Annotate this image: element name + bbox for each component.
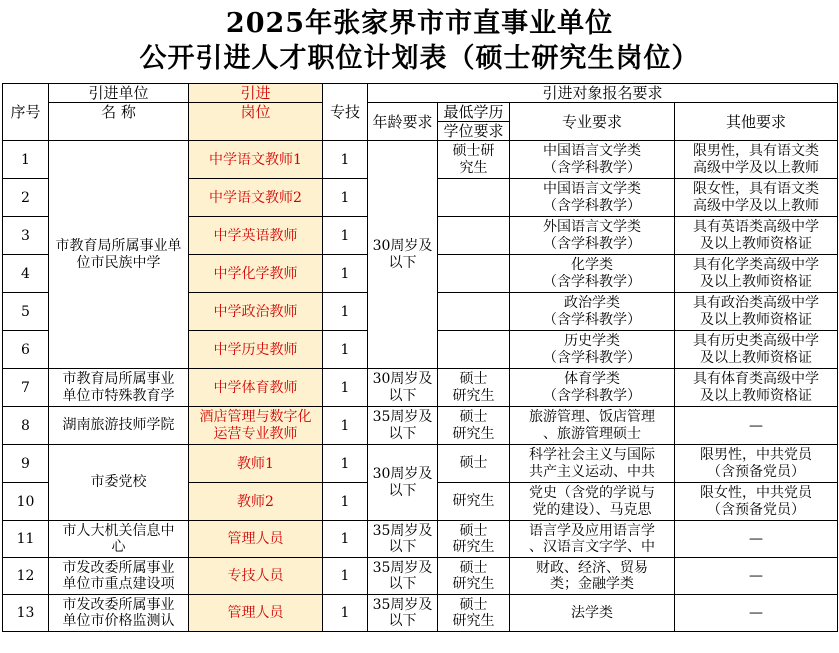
page-title-line1: 2025年张家界市市直事业单位	[225, 8, 614, 39]
row-other: —	[675, 521, 838, 558]
row-position: 教师2	[189, 483, 323, 521]
table-row	[3, 445, 838, 483]
row-major-line1: 中国语言文学类	[543, 181, 641, 197]
row-other-line1: 限男性，中共党员	[700, 447, 812, 463]
row-unit	[49, 521, 189, 558]
row-major-line1: 财政、经济、贸易	[536, 559, 648, 576]
row-unit-line2: 心	[111, 539, 126, 555]
row-other: —	[675, 558, 838, 595]
row-unit: 湖南旅游技师学院	[49, 407, 189, 445]
row-seq: 3	[3, 217, 49, 255]
row-age	[368, 595, 438, 632]
row-position-line2: 运营专业教师	[213, 425, 298, 442]
row-unit-line1: 市教育局所属事业	[62, 371, 175, 387]
row-position-line1: 酒店管理与数字化	[199, 409, 312, 425]
row-count: 1	[323, 179, 368, 217]
row-major	[510, 293, 675, 331]
page-title-line2: 公开引进人才职位计划表（硕士研究生岗位）	[139, 43, 700, 74]
row-seq: 6	[3, 331, 49, 369]
row-edu-line1: 硕士	[459, 596, 488, 613]
row-seq: 7	[3, 369, 49, 407]
row-count: 1	[323, 521, 368, 558]
row-other-line2: 及以上教师资格证	[700, 273, 812, 290]
row-major-line1: 外国语言文学类	[543, 219, 641, 235]
row-age-line2: 以下	[388, 613, 417, 629]
row-count: 1	[323, 369, 368, 407]
row-other-line1: 具有英语类高级中学	[693, 219, 819, 235]
row-other-line2: 高级中学及以上教师	[693, 197, 819, 214]
row-unit-line1: 市人大机关信息中	[62, 522, 175, 539]
row-unit-line2: 单位市特殊教育学	[62, 387, 175, 404]
row-unit-line2: 单位市价格监测认	[62, 613, 175, 629]
row-age: 30周岁及以下	[368, 141, 438, 369]
row-edu: 硕士	[438, 445, 510, 483]
row-edu-line2: 研究生	[452, 613, 495, 629]
row-other	[675, 217, 838, 255]
table-row	[3, 521, 838, 558]
row-age	[368, 445, 438, 521]
row-unit-line1: 市发改委所属事业	[62, 559, 175, 576]
position-plan-table	[2, 83, 838, 632]
row-other	[675, 179, 838, 217]
row-position: 教师1	[189, 445, 323, 483]
row-major-line2: （含学科教学）	[543, 349, 641, 366]
row-edu-empty	[438, 217, 510, 255]
header-unit-bottom: 名 称	[49, 103, 189, 141]
row-other-line2: 及以上教师资格证	[700, 349, 812, 366]
table-row	[3, 407, 838, 445]
row-major	[510, 141, 675, 179]
row-seq: 11	[3, 521, 49, 558]
row-age-line1: 35周岁及	[372, 522, 433, 539]
row-major	[510, 369, 675, 407]
row-count: 1	[323, 141, 368, 179]
row-major-line1: 科学社会主义与国际	[529, 447, 655, 463]
row-edu-line2: 研究生	[452, 576, 495, 592]
row-count: 1	[323, 331, 368, 369]
row-position	[189, 407, 323, 445]
row-other-line2: （含预备党员）	[707, 463, 805, 480]
table-row	[3, 595, 838, 632]
row-position: 中学化学教师	[189, 255, 323, 293]
row-edu-line2: 研究生	[452, 387, 495, 404]
row-other	[675, 255, 838, 293]
row-major	[510, 483, 675, 521]
row-unit	[49, 595, 189, 632]
row-other: —	[675, 407, 838, 445]
row-other-line2: 及以上教师资格证	[700, 387, 812, 404]
row-position: 中学政治教师	[189, 293, 323, 331]
row-position: 专技人员	[189, 558, 323, 595]
row-position: 管理人员	[189, 521, 323, 558]
row-other-line1: 限女性，中共党员	[700, 485, 812, 501]
row-age	[368, 369, 438, 407]
row-other-line1: 具有历史类高级中学	[693, 333, 819, 349]
header-position-bottom: 岗位	[189, 103, 323, 141]
header-major: 专业要求	[510, 103, 675, 141]
row-major-line2: （含学科教学）	[543, 311, 641, 328]
header-edu-bottom: 学位要求	[438, 122, 510, 141]
row-age-line2: 以下	[388, 482, 417, 499]
row-major-line2: 类；金融学类	[550, 576, 634, 592]
row-edu	[438, 595, 510, 632]
row-age-line2: 以下	[388, 539, 417, 555]
header-requirements: 引进对象报名要求	[368, 84, 838, 103]
row-count: 1	[323, 293, 368, 331]
header-age: 年龄要求	[368, 103, 438, 141]
row-edu-line1: 硕士	[459, 559, 488, 576]
row-unit	[49, 369, 189, 407]
row-count: 1	[323, 558, 368, 595]
row-age	[368, 407, 438, 445]
row-edu-empty	[438, 255, 510, 293]
row-position: 中学语文教师1	[189, 141, 323, 179]
row-seq: 5	[3, 293, 49, 331]
row-major-line1: 体育学类	[564, 371, 620, 387]
row-major-line2: （含学科教学）	[543, 159, 641, 176]
row-position: 中学英语教师	[189, 217, 323, 255]
row-count: 1	[323, 407, 368, 445]
row-major	[510, 179, 675, 217]
row-major-line1: 历史学类	[564, 333, 620, 349]
row-edu-empty	[438, 179, 510, 217]
row-major-line1: 政治学类	[564, 295, 620, 311]
row-edu	[438, 558, 510, 595]
row-other: —	[675, 595, 838, 632]
row-edu: 硕士研究生	[438, 141, 510, 179]
row-major-line2: 共产主义运动、中共	[529, 463, 655, 480]
row-seq: 9	[3, 445, 49, 483]
row-major-line1: 化学类	[571, 257, 613, 273]
row-unit-line2: 单位市重点建设项	[62, 576, 175, 592]
row-seq: 12	[3, 558, 49, 595]
row-age-line1: 35周岁及	[372, 409, 433, 425]
row-major	[510, 445, 675, 483]
row-age	[368, 521, 438, 558]
header-position-top: 引进	[189, 84, 323, 103]
row-major	[510, 407, 675, 445]
row-unit: 市委党校	[49, 445, 189, 521]
row-major	[510, 217, 675, 255]
row-major	[510, 255, 675, 293]
row-major	[510, 558, 675, 595]
row-other-line2: （含预备党员）	[707, 501, 805, 518]
row-major-line1: 党史（含党的学说与	[529, 485, 655, 501]
row-major-line1: 语言学及应用语言学	[529, 522, 655, 539]
header-count: 专技	[323, 84, 368, 141]
row-seq: 8	[3, 407, 49, 445]
row-major-line2: 、旅游管理硕士	[543, 425, 641, 442]
row-other	[675, 141, 838, 179]
table-row	[3, 369, 838, 407]
row-other	[675, 483, 838, 521]
row-unit: 市教育局所属事业单位市民族中学	[49, 141, 189, 369]
row-other	[675, 445, 838, 483]
row-major-line2: 、汉语言文字学、中	[529, 539, 655, 555]
row-major-line2: （含学科教学）	[543, 197, 641, 214]
row-other	[675, 293, 838, 331]
row-edu	[438, 369, 510, 407]
row-position: 中学体育教师	[189, 369, 323, 407]
row-major	[510, 521, 675, 558]
row-position: 中学历史教师	[189, 331, 323, 369]
row-other-line1: 具有体育类高级中学	[693, 371, 819, 387]
row-edu-line2: 研究生	[452, 539, 495, 555]
row-seq: 10	[3, 483, 49, 521]
row-unit-line1: 市发改委所属事业	[62, 596, 175, 613]
row-unit	[49, 558, 189, 595]
row-age-line1: 30周岁及	[372, 371, 433, 387]
row-count: 1	[323, 217, 368, 255]
row-position: 管理人员	[189, 595, 323, 632]
row-age-line2: 以下	[388, 425, 417, 442]
row-count: 1	[323, 483, 368, 521]
row-seq: 4	[3, 255, 49, 293]
row-age-line1: 35周岁及	[372, 596, 433, 613]
row-age-line1: 35周岁及	[372, 559, 433, 576]
row-edu-line2: 研究生	[452, 425, 495, 442]
row-other-line2: 及以上教师资格证	[700, 235, 812, 252]
row-major	[510, 331, 675, 369]
row-seq: 2	[3, 179, 49, 217]
row-major-line2: （含学科教学）	[543, 387, 641, 404]
row-major-line2: （含学科教学）	[543, 273, 641, 290]
row-edu	[438, 521, 510, 558]
row-major-line2: （含学科教学）	[543, 235, 641, 252]
row-edu: 研究生	[438, 483, 510, 521]
row-age-line2: 以下	[388, 387, 417, 404]
header-edu-top: 最低学历	[438, 103, 510, 122]
row-other	[675, 331, 838, 369]
row-edu-line1: 硕士	[459, 522, 488, 539]
header-other: 其他要求	[675, 103, 838, 141]
row-position: 中学语文教师2	[189, 179, 323, 217]
row-major-line1: 旅游管理、饭店管理	[529, 409, 655, 425]
row-age	[368, 558, 438, 595]
row-other	[675, 369, 838, 407]
row-edu-line1: 硕士	[459, 371, 488, 387]
table-row	[3, 558, 838, 595]
row-age-line1: 30周岁及	[372, 466, 433, 482]
header-seq: 序号	[3, 84, 49, 141]
row-age-line2: 以下	[388, 576, 417, 592]
row-other-line1: 具有政治类高级中学	[693, 295, 819, 311]
row-seq: 13	[3, 595, 49, 632]
row-major: 法学类	[510, 595, 675, 632]
row-edu-empty	[438, 293, 510, 331]
row-seq: 1	[3, 141, 49, 179]
row-edu	[438, 407, 510, 445]
row-edu-empty	[438, 331, 510, 369]
row-other-line1: 限男性，具有语文类	[693, 143, 819, 159]
row-count: 1	[323, 445, 368, 483]
row-other-line2: 高级中学及以上教师	[693, 159, 819, 176]
row-other-line2: 及以上教师资格证	[700, 311, 812, 328]
row-major-line2: 党的建设）、马克思	[532, 501, 652, 518]
table-row	[3, 141, 838, 179]
row-count: 1	[323, 595, 368, 632]
row-other-line1: 限女性，具有语文类	[693, 181, 819, 197]
row-count: 1	[323, 255, 368, 293]
row-other-line1: 具有化学类高级中学	[693, 257, 819, 273]
row-edu-line1: 硕士	[459, 409, 488, 425]
header-unit-top: 引进单位	[49, 84, 189, 103]
row-major-line1: 中国语言文学类	[543, 143, 641, 159]
